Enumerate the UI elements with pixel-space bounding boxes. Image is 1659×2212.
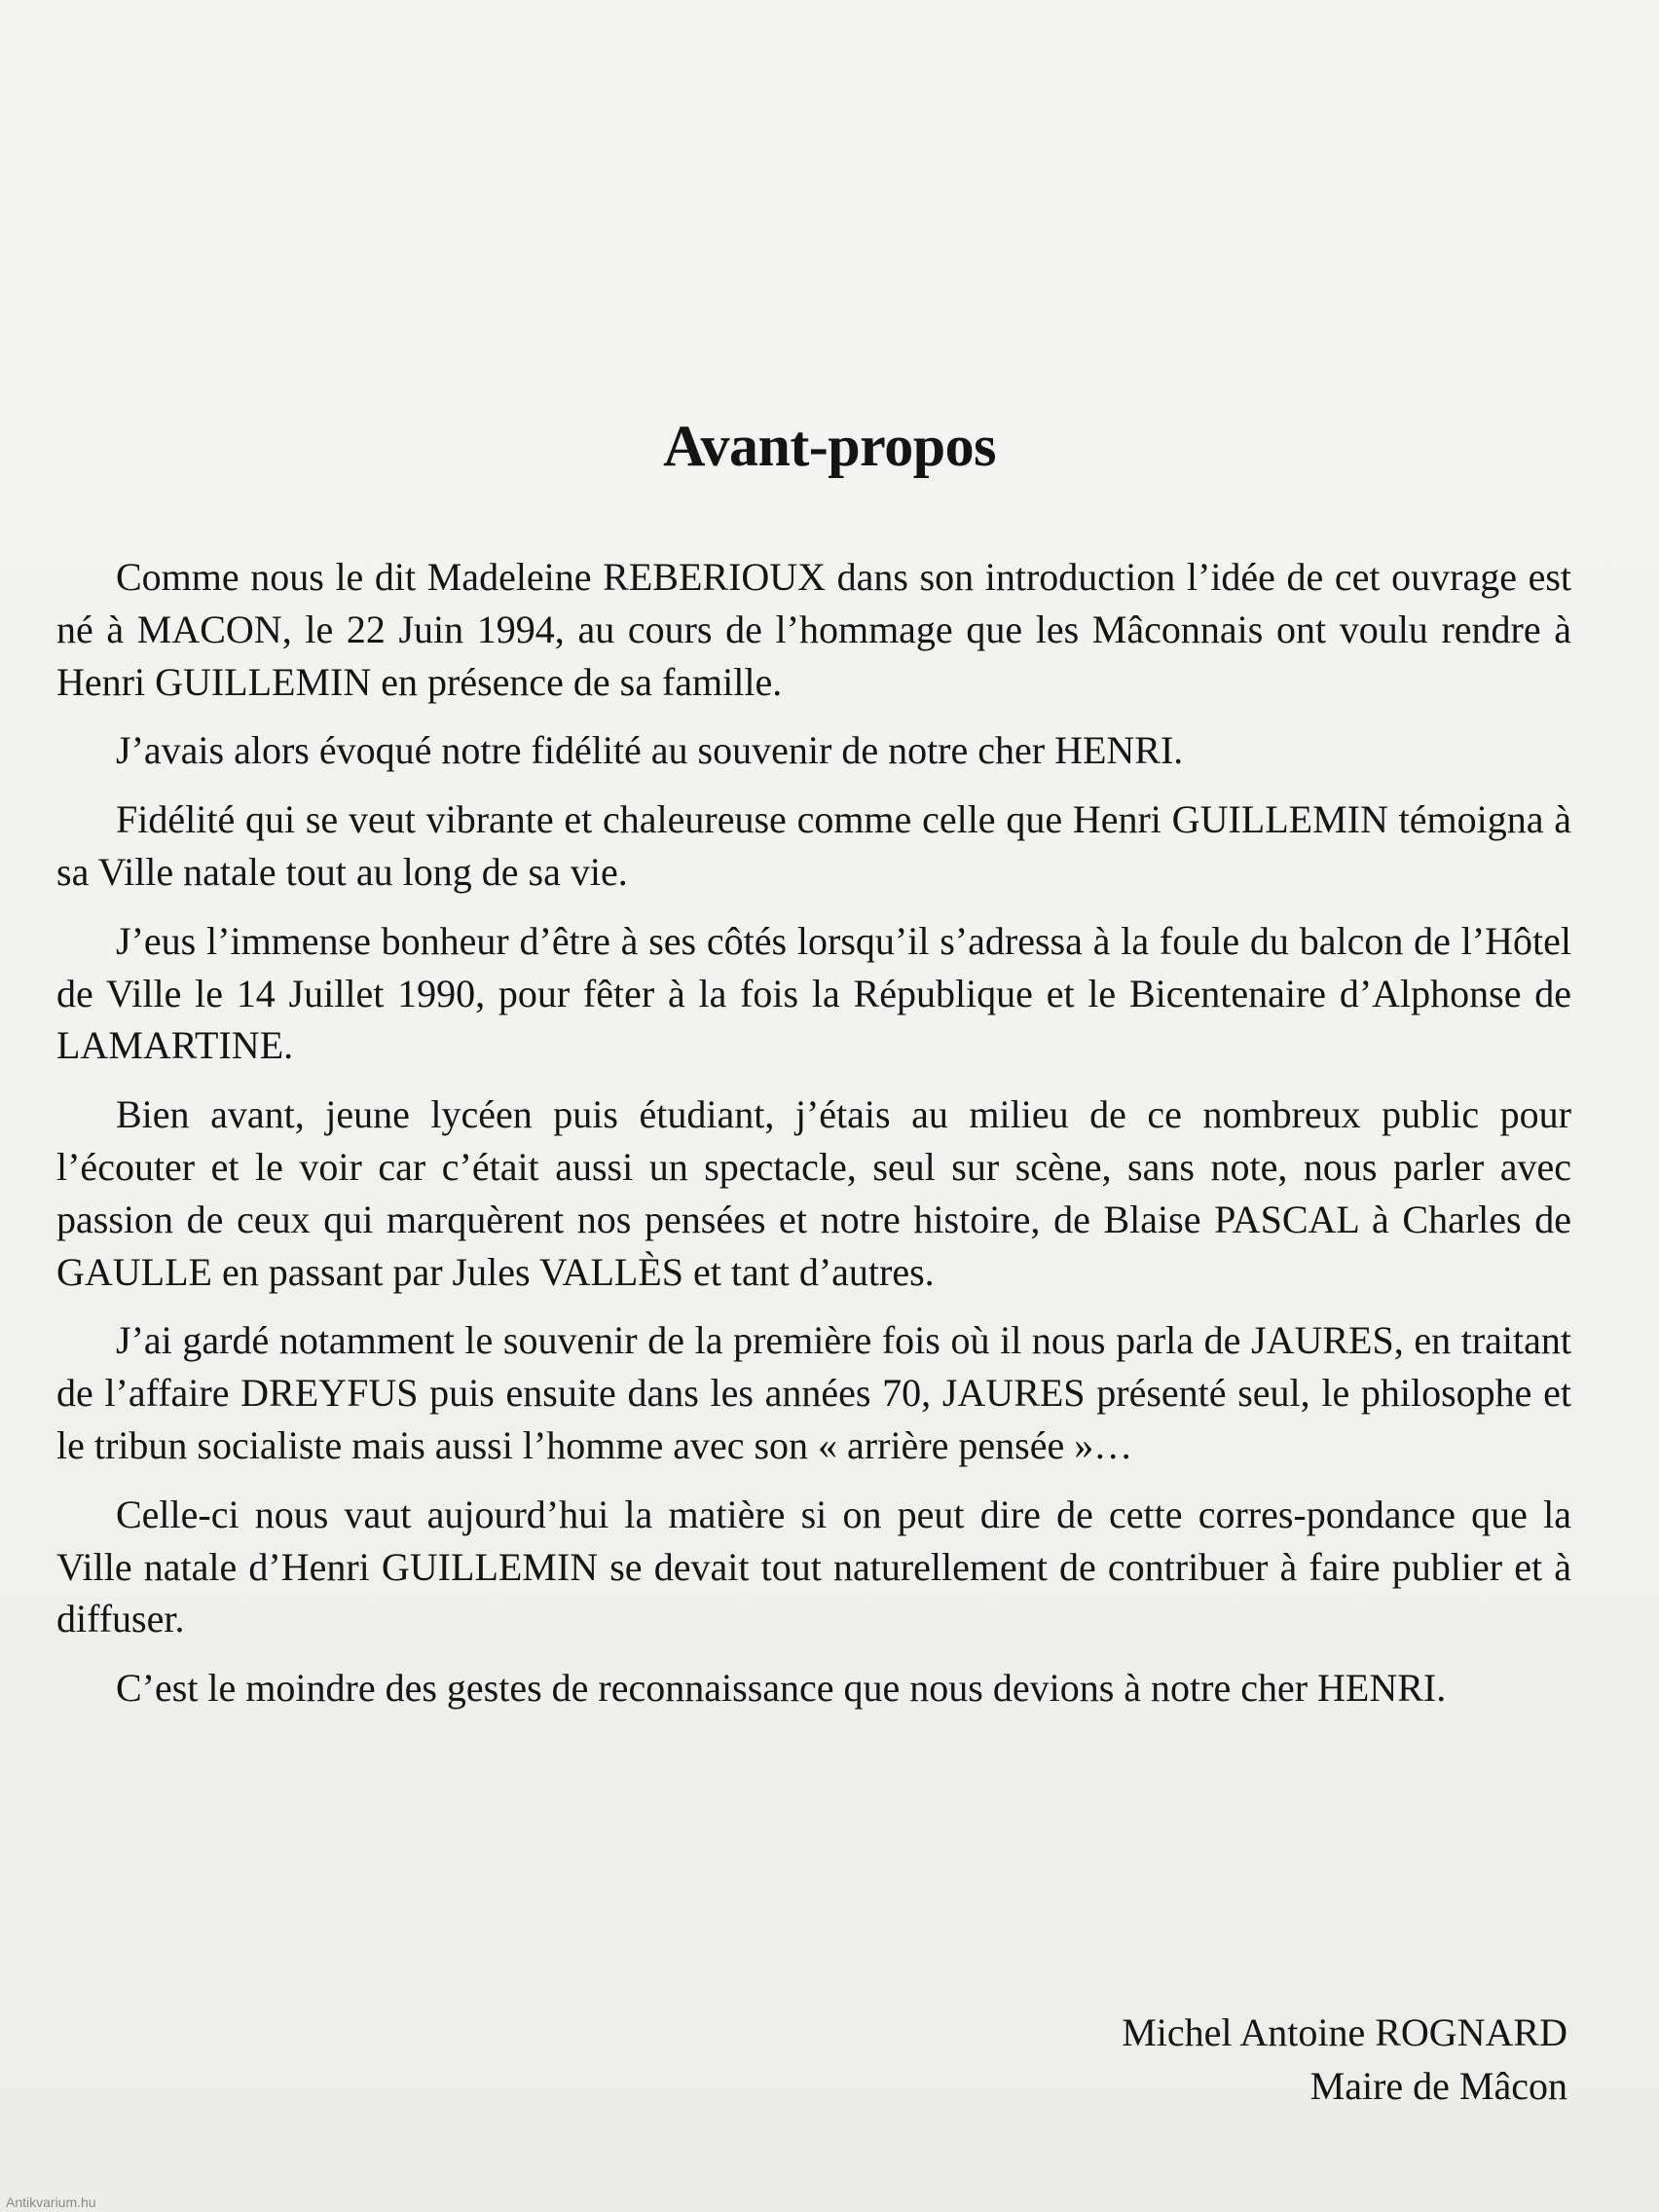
paragraph: C’est le moindre des gestes de reconnaissance que nous devions à notre cher HENRI. (116, 1666, 1447, 1711)
paragraph: J’eus l’immense bonheur d’être à ses côtés lorsqu’il s’adressa à la foule du balcon de l’Hôtel de Ville le 14 Juillet 1990, pour fêter à la fois la République et le Bicentenaire d’Alphonse de LAMARTINE. (56, 918, 1571, 1068)
paragraph: J’avais alors évoqué notre fidélité au souvenir de notre cher HENRI. (116, 728, 1184, 773)
paragraph: Celle-ci nous vaut aujourd’hui la matière si on peut dire de cette corres-pondance que la Ville natale d’Henri GUILLEMIN se devait tout naturellement de contribuer à faire publier et à diffuser. (56, 1492, 1571, 1641)
paragraph: J’ai gardé notamment le souvenir de la première fois où il nous parla de JAURES, en traitant de l’affaire DREYFUS puis ensuite dans les années 70, JAURES présenté seul, le philosophe et le tribun socialiste mais aussi l’homme avec son « arrière pensée »… (56, 1318, 1571, 1467)
paragraph: Fidélité qui se veut vibrante et chaleureuse comme celle que Henri GUILLEMIN témoigna à sa Ville natale tout au long de sa vie. (56, 797, 1571, 894)
signature-block (1122, 2006, 1567, 2113)
signature-role: Maire de Mâcon (1309, 2064, 1567, 2108)
watermark: Antikvarium.hu (6, 2194, 96, 2210)
signature-name: Michel Antoine ROGNARD (1122, 2010, 1567, 2054)
paragraph: Bien avant, jeune lycéen puis étudiant, j’étais au milieu de ce nombreux public pour l’écouter et le voir car c’était aussi un spectacle, seul sur scène, sans note, nous parler avec passion de ceux qui marquèrent nos pensées et notre histoire, de Blaise PASCAL à Charles de GAULLE en passant par Jules VALLÈS et tant d’autres. (56, 1092, 1571, 1294)
paragraph: Comme nous le dit Madeleine REBERIOUX dans son introduction l’idée de cet ouvrage est né à MACON, le 22 Juin 1994, au cours de l’hommage que les Mâconnais ont voulu rendre à Henri GUILLEMIN en présence de sa famille. (56, 555, 1571, 704)
body-text (56, 551, 1571, 1731)
page-title: Avant-propos (663, 414, 996, 479)
